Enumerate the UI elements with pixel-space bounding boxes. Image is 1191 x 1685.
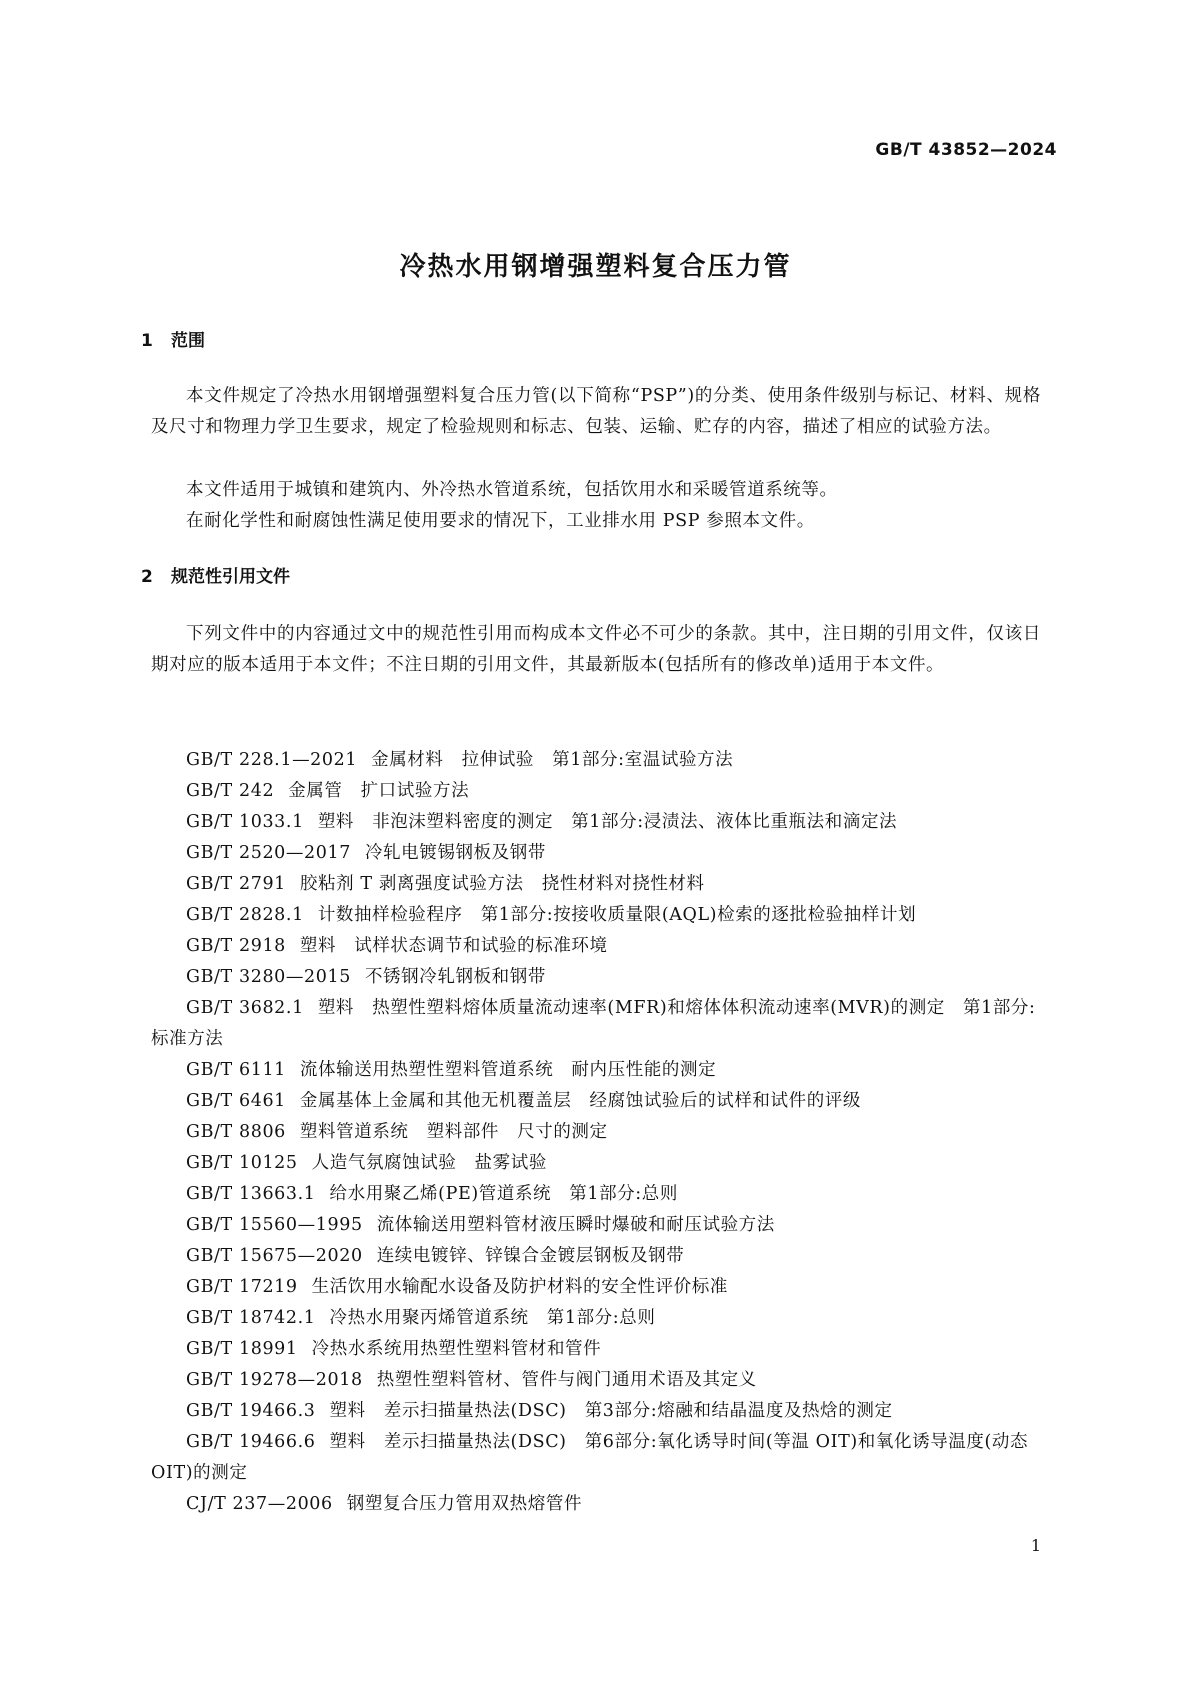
reference-item xyxy=(151,1396,1041,1427)
reference-title: 金属材料 拉伸试验 第1部分:室温试验方法 xyxy=(371,750,734,770)
reference-item xyxy=(151,900,1041,931)
reference-item xyxy=(151,807,1041,838)
reference-item xyxy=(151,869,1041,900)
reference-item xyxy=(151,1055,1041,1086)
reference-item xyxy=(151,1365,1041,1396)
reference-title: 金属基体上金属和其他无机覆盖层 经腐蚀试验后的试样和试件的评级 xyxy=(299,1091,862,1111)
reference-list xyxy=(151,745,1041,1520)
reference-title: 热塑性塑料管材、管件与阀门通用术语及其定义 xyxy=(376,1370,757,1390)
reference-code: GB/T 2791 xyxy=(186,874,286,894)
scope-paragraph-2: 本文件适用于城镇和建筑内、外冷热水管道系统，包括饮用水和采暖管道系统等。 xyxy=(186,480,838,500)
references-intro: 下列文件中的内容通过文中的规范性引用而构成本文件必不可少的条款。其中，注日期的引用文件，仅该日期对应的版本适用于本文件；不注日期的引用文件，其最新版本(包括所有的修改单)适用于本文件。 xyxy=(151,624,1041,675)
reference-item xyxy=(151,838,1041,869)
reference-title: 流体输送用塑料管材液压瞬时爆破和耐压试验方法 xyxy=(376,1215,775,1235)
section-1-title: 范围 xyxy=(171,331,205,351)
reference-title: 金属管 扩口试验方法 xyxy=(288,781,470,801)
reference-title: 人造气氛腐蚀试验 盐雾试验 xyxy=(311,1153,547,1173)
reference-item xyxy=(151,1489,1041,1520)
reference-code: GB/T 13663.1 xyxy=(186,1184,316,1204)
scope-paragraph-3: 在耐化学性和耐腐蚀性满足使用要求的情况下，工业排水用 PSP 参照本文件。 xyxy=(186,511,815,531)
reference-code: GB/T 17219 xyxy=(186,1277,298,1297)
reference-code: GB/T 15560—1995 xyxy=(186,1215,363,1235)
reference-title: 塑料 差示扫描量热法(DSC) 第6部分:氧化诱导时间(等温 OIT)和氧化诱导温度(动态 OIT)的测定 xyxy=(151,1432,1029,1483)
reference-code: GB/T 15675—2020 xyxy=(186,1246,363,1266)
reference-code: GB/T 3682.1 xyxy=(186,998,304,1018)
reference-title: 塑料 差示扫描量热法(DSC) 第3部分:熔融和结晶温度及热焓的测定 xyxy=(329,1401,893,1421)
reference-item xyxy=(151,776,1041,807)
section-2-number: 2 xyxy=(141,567,153,587)
reference-title: 冷热水系统用热塑性塑料管材和管件 xyxy=(311,1339,602,1359)
reference-title: 塑料 非泡沫塑料密度的测定 第1部分:浸渍法、液体比重瓶法和滴定法 xyxy=(317,812,898,832)
reference-title: 塑料 热塑性塑料熔体质量流动速率(MFR)和熔体体积流动速率(MVR)的测定 第1部分:标准方法 xyxy=(151,998,1036,1049)
reference-title: 塑料管道系统 塑料部件 尺寸的测定 xyxy=(299,1122,608,1142)
reference-code: GB/T 242 xyxy=(186,781,275,801)
reference-item xyxy=(151,931,1041,962)
reference-item xyxy=(151,1303,1041,1334)
reference-item xyxy=(151,1334,1041,1365)
reference-code: GB/T 1033.1 xyxy=(186,812,304,832)
reference-title: 塑料 试样状态调节和试验的标准环境 xyxy=(299,936,608,956)
reference-code: GB/T 2918 xyxy=(186,936,286,956)
reference-item xyxy=(151,1148,1041,1179)
reference-code: GB/T 19466.3 xyxy=(186,1401,316,1421)
reference-code: GB/T 19278—2018 xyxy=(186,1370,363,1390)
document-title: 冷热水用钢增强塑料复合压力管 xyxy=(399,252,792,282)
reference-code: GB/T 18742.1 xyxy=(186,1308,316,1328)
section-2-title: 规范性引用文件 xyxy=(171,567,290,587)
reference-item xyxy=(151,962,1041,993)
reference-item xyxy=(151,1272,1041,1303)
reference-title: 胶粘剂 T 剥离强度试验方法 挠性材料对挠性材料 xyxy=(299,874,705,894)
reference-title: 连续电镀锌、锌镍合金镀层钢板及钢带 xyxy=(376,1246,685,1266)
page-number: 1 xyxy=(1030,1536,1041,1555)
reference-item xyxy=(151,1241,1041,1272)
reference-item xyxy=(151,1179,1041,1210)
reference-code: GB/T 8806 xyxy=(186,1122,286,1142)
reference-code: CJ/T 237—2006 xyxy=(186,1494,333,1514)
section-1-number: 1 xyxy=(141,331,153,351)
section-2-heading xyxy=(141,562,290,587)
reference-code: GB/T 3280—2015 xyxy=(186,967,351,987)
reference-code: GB/T 228.1—2021 xyxy=(186,750,358,770)
reference-code: GB/T 2520—2017 xyxy=(186,843,351,863)
reference-title: 冷轧电镀锡钢板及钢带 xyxy=(364,843,546,863)
reference-title: 计数抽样检验程序 第1部分:按接收质量限(AQL)检索的逐批检验抽样计划 xyxy=(317,905,917,925)
reference-item xyxy=(151,993,1041,1055)
section-1-heading xyxy=(141,326,205,351)
reference-item xyxy=(151,1117,1041,1148)
reference-code: GB/T 6111 xyxy=(186,1060,286,1080)
reference-title: 生活饮用水输配水设备及防护材料的安全性评价标准 xyxy=(311,1277,728,1297)
reference-item xyxy=(151,1210,1041,1241)
reference-title: 流体输送用热塑性塑料管道系统 耐内压性能的测定 xyxy=(299,1060,717,1080)
reference-code: GB/T 19466.6 xyxy=(186,1432,316,1452)
reference-item xyxy=(151,745,1041,776)
reference-title: 不锈钢冷轧钢板和钢带 xyxy=(364,967,546,987)
reference-title: 冷热水用聚丙烯管道系统 第1部分:总则 xyxy=(329,1308,656,1328)
reference-item xyxy=(151,1427,1041,1489)
reference-code: GB/T 6461 xyxy=(186,1091,286,1111)
reference-title: 钢塑复合压力管用双热熔管件 xyxy=(346,1494,583,1514)
reference-code: GB/T 10125 xyxy=(186,1153,298,1173)
reference-title: 给水用聚乙烯(PE)管道系统 第1部分:总则 xyxy=(329,1184,678,1204)
standard-number: GB/T 43852—2024 xyxy=(875,140,1057,160)
reference-code: GB/T 2828.1 xyxy=(186,905,304,925)
scope-paragraph-1: 本文件规定了冷热水用钢增强塑料复合压力管(以下简称“PSP”)的分类、使用条件级别与标记、材料、规格及尺寸和物理力学卫生要求，规定了检验规则和标志、包装、运输、贮存的内容，描述了相应的试验方法。 xyxy=(151,386,1041,437)
reference-item xyxy=(151,1086,1041,1117)
reference-code: GB/T 18991 xyxy=(186,1339,298,1359)
